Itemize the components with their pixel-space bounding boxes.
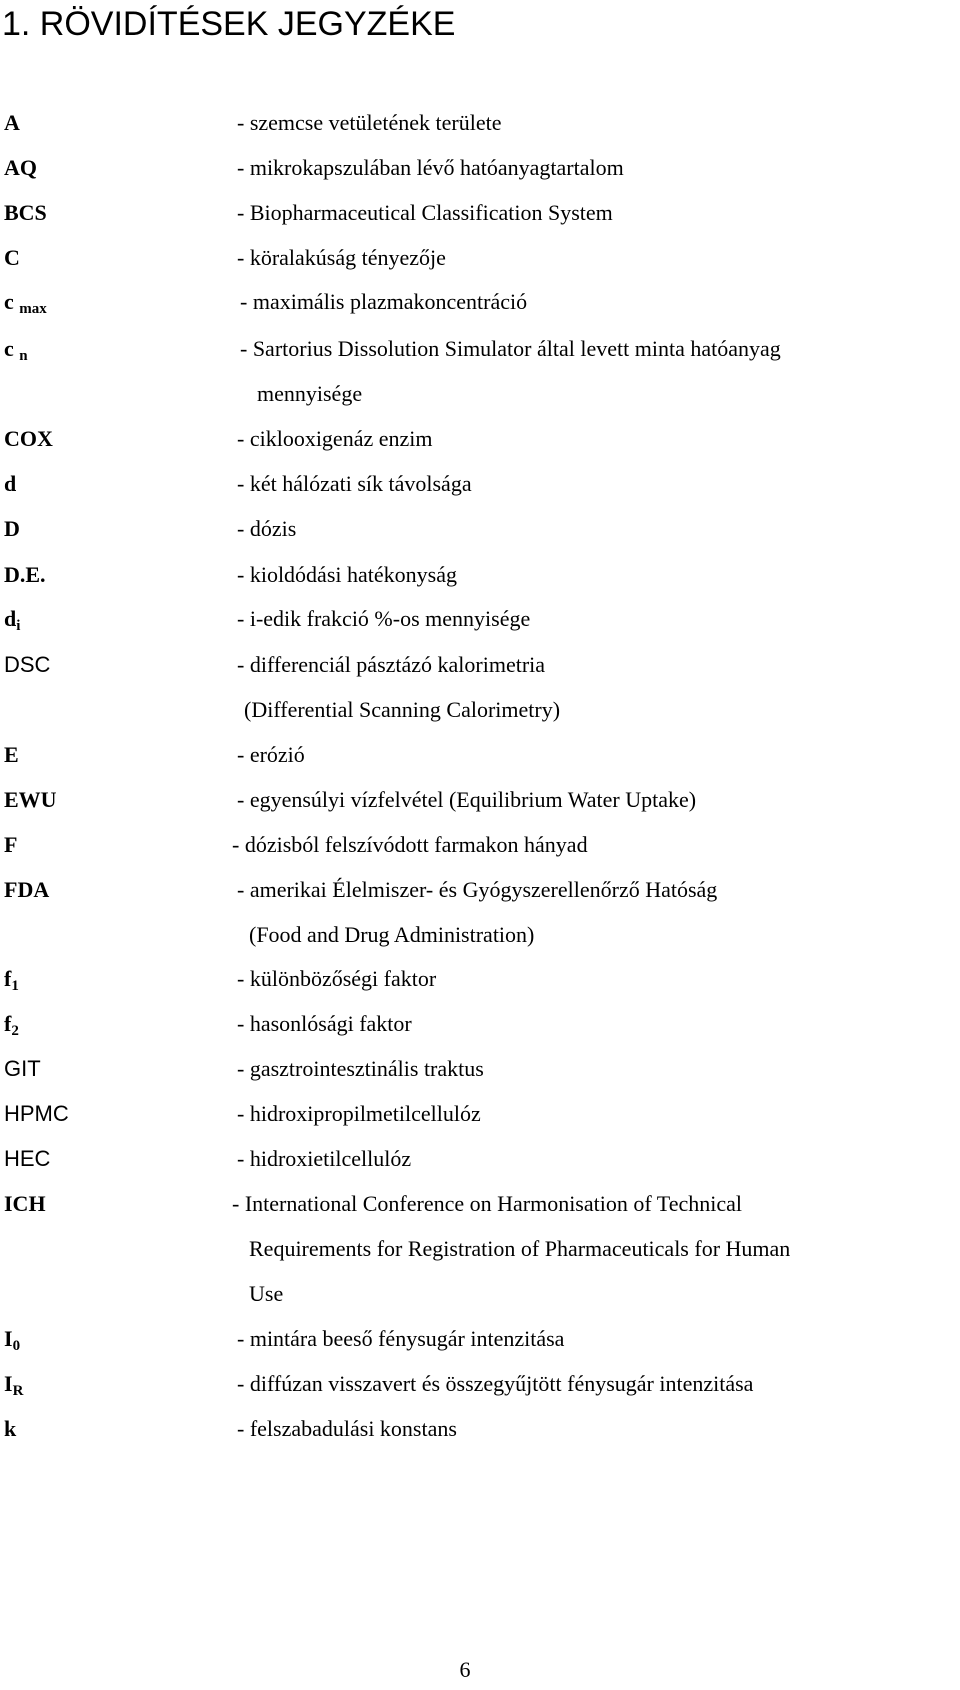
abbreviation-definition: - dózisból felszívódott farmakon hányad [232, 832, 588, 857]
abbreviation-definition: - mintára beeső fénysugár intenzitása [237, 1326, 565, 1351]
abbreviation-definition: - hasonlósági faktor [237, 1011, 412, 1036]
abbreviation-subscript: i [16, 618, 21, 634]
abbreviation-definition-continuation: Use [249, 1281, 284, 1306]
abbreviation-definition: - dózis [237, 516, 297, 541]
abbreviation-subscript: 0 [12, 1338, 21, 1354]
abbreviation-term [4, 334, 28, 364]
abbreviation-subscript: n [19, 348, 28, 364]
abbreviation-definition: - gasztrointesztinális traktus [237, 1056, 484, 1081]
abbreviation-subscript: 2 [11, 1023, 19, 1039]
abbreviation-definition: - egyensúlyi vízfelvétel (Equilibrium Water Uptake) [237, 787, 697, 812]
abbreviation-definition-continuation: mennyisége [257, 381, 363, 406]
abbreviation-symbol: c [4, 336, 14, 361]
abbreviation-term [4, 1009, 19, 1039]
abbreviation-definition: - i-edik frakció %-os mennyisége [237, 606, 531, 631]
abbreviation-definition: - kioldódási hatékonyság [237, 562, 457, 587]
abbreviation-subscript: max [19, 301, 47, 317]
abbreviation-term: d [4, 471, 17, 496]
abbreviation-term: GIT [4, 1056, 41, 1081]
page-number: 6 [459, 1657, 471, 1682]
abbreviation-definition: - Biopharmaceutical Classification System [237, 200, 613, 225]
abbreviation-symbol: c [4, 289, 14, 314]
abbreviation-term: FDA [4, 877, 50, 902]
abbreviation-term [4, 1369, 23, 1399]
abbreviation-term: HEC [4, 1146, 51, 1171]
abbreviation-term: k [4, 1416, 17, 1441]
abbreviation-term: AQ [4, 155, 37, 180]
abbreviation-definition: - két hálózati sík távolsága [237, 471, 472, 496]
abbreviation-definition-continuation: (Food and Drug Administration) [249, 922, 535, 947]
abbreviation-definition: - különbözőségi faktor [237, 966, 437, 991]
abbreviation-term: COX [4, 426, 53, 451]
abbreviation-term: HPMC [4, 1101, 69, 1126]
abbreviation-definition-continuation: (Differential Scanning Calorimetry) [244, 697, 561, 722]
abbreviation-definition: - hidroxietilcellulóz [237, 1146, 412, 1171]
abbreviation-definition: - mikrokapszulában lévő hatóanyagtartalom [237, 155, 624, 180]
abbreviation-definition: - International Conference on Harmonisation of Technical [232, 1191, 742, 1216]
abbreviation-term: E [4, 742, 19, 767]
abbreviation-definition: - szemcse vetületének területe [237, 110, 502, 135]
abbreviation-definition: - erózió [237, 742, 305, 767]
abbreviation-term: ICH [4, 1191, 46, 1216]
abbreviation-subscript: R [12, 1383, 24, 1399]
abbreviation-term: D.E. [4, 562, 46, 587]
abbreviation-definition: - ciklooxigenáz enzim [237, 426, 433, 451]
abbreviation-symbol: f [4, 1011, 12, 1036]
abbreviation-term: D [4, 516, 20, 541]
abbreviation-term [4, 287, 47, 317]
abbreviation-definition: - maximális plazmakoncentráció [240, 289, 528, 314]
abbreviation-term: EWU [4, 787, 57, 812]
abbreviation-symbol: I [4, 1326, 13, 1351]
abbreviation-subscript: 1 [11, 978, 19, 994]
page-title: 1. RÖVIDÍTÉSEK JEGYZÉKE [2, 5, 456, 43]
abbreviation-term: F [4, 832, 18, 857]
abbreviation-term: A [4, 110, 20, 135]
abbreviation-term: DSC [4, 652, 51, 677]
abbreviation-symbol: I [4, 1371, 13, 1396]
abbreviation-definition: - felszabadulási konstans [237, 1416, 457, 1441]
abbreviation-definition: - amerikai Élelmiszer- és Gyógyszerellenőrző Hatóság [237, 877, 718, 902]
abbreviation-definition: - diffúzan visszavert és összegyűjtött fénysugár intenzitása [237, 1371, 754, 1396]
abbreviation-symbol: d [4, 606, 17, 631]
abbreviation-term: BCS [4, 200, 47, 225]
abbreviation-term: C [4, 245, 20, 270]
abbreviation-definition: - Sartorius Dissolution Simulator által levett minta hatóanyag [240, 336, 781, 361]
abbreviation-term [4, 604, 20, 634]
abbreviation-definition: - hidroxipropilmetilcellulóz [237, 1101, 481, 1126]
abbreviation-definition: - köralakúság tényezője [237, 245, 446, 270]
abbreviation-definition-continuation: Requirements for Registration of Pharmaceuticals for Human [249, 1236, 791, 1261]
abbreviation-definition: - differenciál pásztázó kalorimetria [237, 652, 546, 677]
abbreviation-term [4, 1324, 20, 1354]
abbreviation-symbol: f [4, 966, 12, 991]
abbreviation-term [4, 964, 19, 994]
